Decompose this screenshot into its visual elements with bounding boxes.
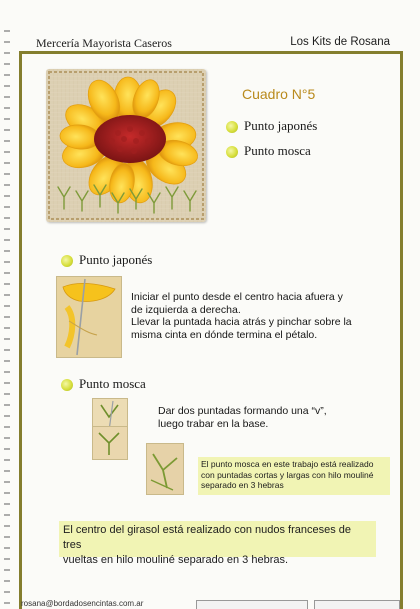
- note-line: El centro del girasol está realizado con nudos franceses de tres: [63, 524, 352, 551]
- girasol-center-note: [59, 521, 376, 566]
- note-line: El punto mosca en este trabajo está realizado: [201, 459, 374, 469]
- instruction-line: luego trabar en la base.: [158, 417, 269, 430]
- punto-mosca-photo-2: [92, 426, 128, 460]
- footer-box: [196, 600, 308, 609]
- bullet-icon: [61, 379, 73, 391]
- sunflower-embroidery-photo: [46, 69, 206, 222]
- instruction-line: Llevar la puntada hacia atrás y pinchar sobre la: [131, 316, 352, 328]
- punto-japones-instructions: [131, 291, 381, 341]
- footer-email: rosana@bordadosencintas.com.ar: [21, 599, 144, 608]
- bullet-icon: [226, 146, 238, 158]
- punto-japones-photo: [56, 276, 122, 358]
- cuadro-title: Cuadro N°5: [242, 86, 316, 102]
- note-line: con puntadas cortas y largas con hilo mouliné: [201, 469, 374, 480]
- instruction-line: misma cinta en dónde termina el pétalo.: [131, 328, 318, 341]
- punto-mosca-instructions: [158, 405, 388, 430]
- cuadro-item-punto-mosca: [226, 143, 311, 159]
- cuadro-item-label: Punto japonés: [244, 118, 318, 133]
- section-title-punto-japones: [61, 252, 152, 268]
- spiral-binding: [4, 30, 10, 605]
- cuadro-item-punto-japones: [226, 118, 317, 134]
- instruction-line: Dar dos puntadas formando una “v”,: [158, 405, 327, 417]
- bullet-icon: [226, 121, 238, 133]
- section-title-label: Punto mosca: [79, 376, 146, 391]
- punto-mosca-photo-3: [146, 443, 184, 495]
- instruction-line: de izquierda a derecha.: [131, 303, 241, 316]
- bullet-icon: [61, 255, 73, 267]
- footer-box: [314, 600, 400, 609]
- punto-mosca-note: [198, 457, 390, 495]
- page-footer: [0, 599, 420, 609]
- cuadro-item-label: Punto mosca: [244, 143, 311, 158]
- note-line: separado en 3 hebras: [201, 480, 284, 490]
- header-brand-name: Los Kits de Rosana: [290, 36, 390, 48]
- header-store-name: Mercería Mayorista Caseros: [36, 36, 172, 50]
- instruction-line: Iniciar el punto desde el centro hacia afuera y: [131, 291, 343, 303]
- note-line: vueltas en hilo mouliné separado en 3 hebras.: [63, 554, 289, 566]
- section-title-label: Punto japonés: [79, 252, 153, 267]
- section-title-punto-mosca: [61, 376, 146, 392]
